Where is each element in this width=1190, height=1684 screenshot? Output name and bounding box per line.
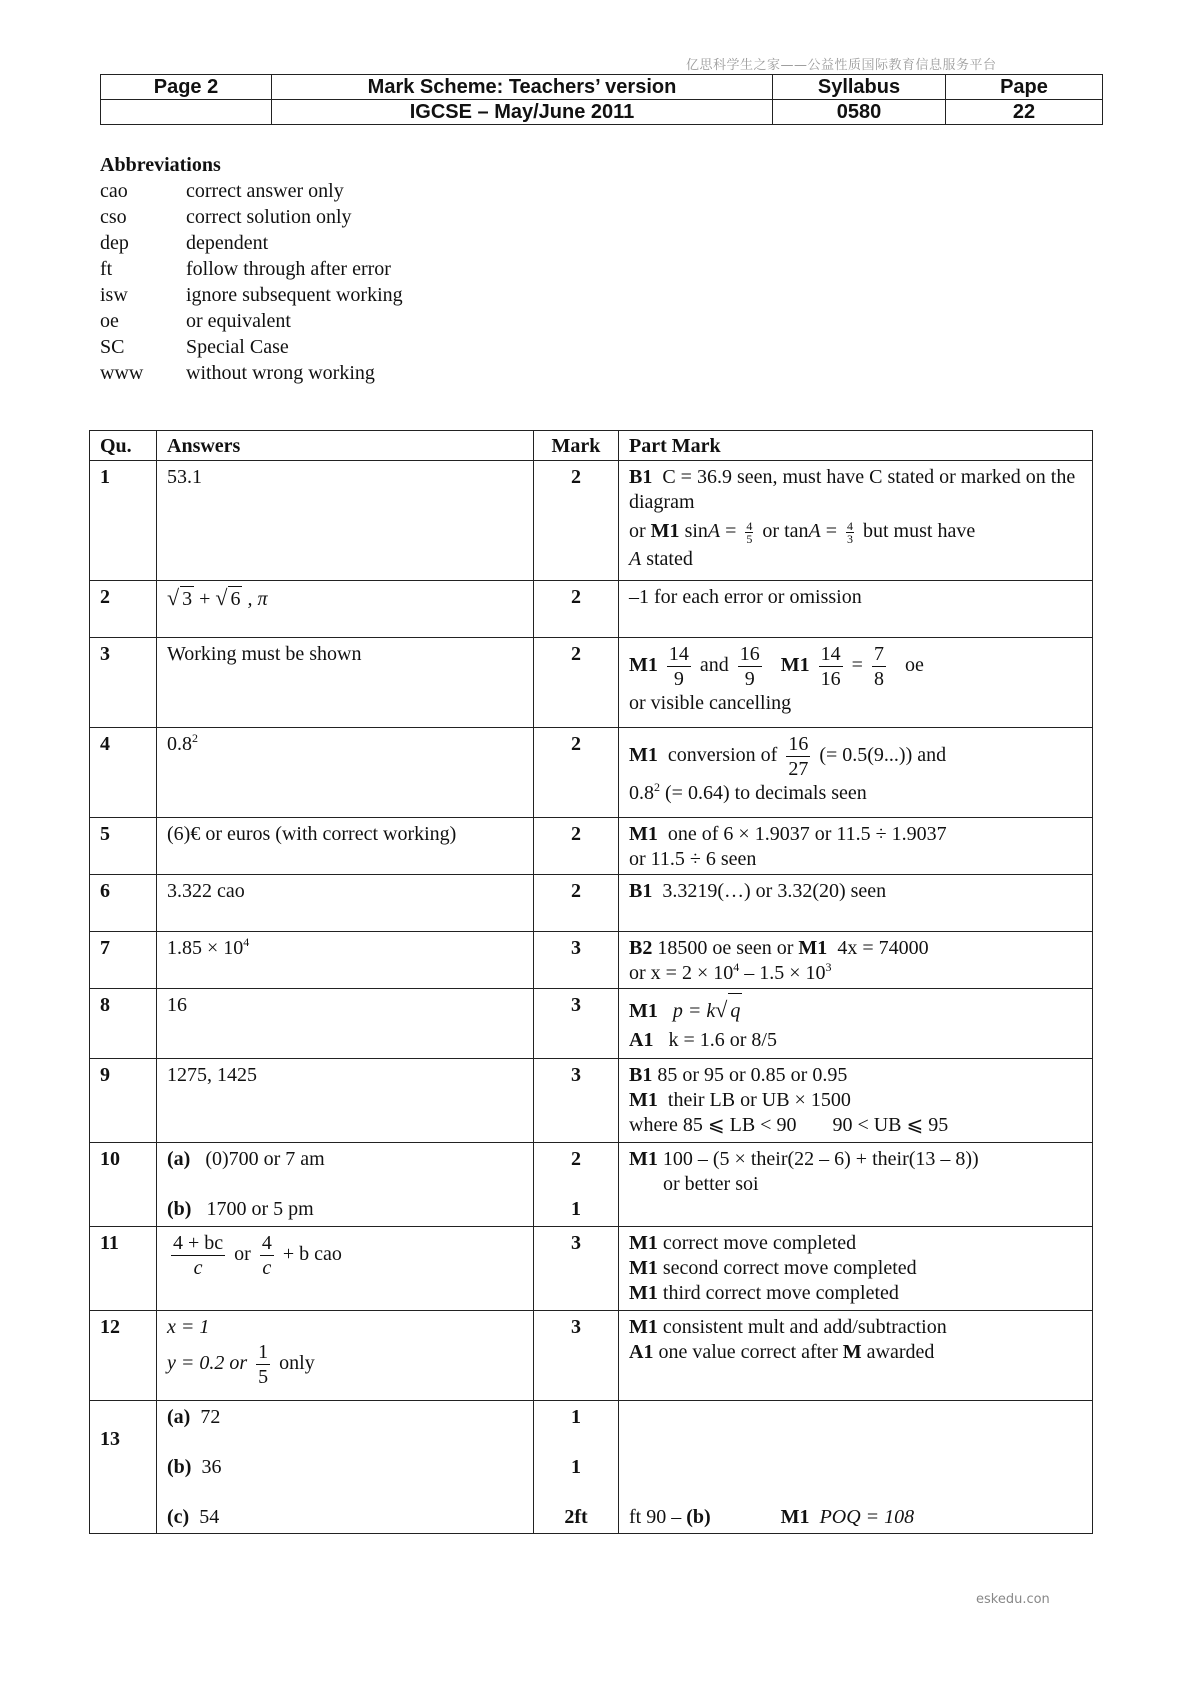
mark-code: M1	[629, 1282, 658, 1304]
denominator: c	[262, 1257, 272, 1279]
part-mark-text: 85 or 95 or 0.85 or 0.95	[657, 1064, 848, 1086]
mark	[534, 1143, 619, 1227]
mark-code: M1	[629, 654, 658, 677]
abbr-item	[100, 334, 403, 360]
mark	[534, 1401, 619, 1534]
denominator: 8	[873, 668, 884, 690]
fraction	[872, 642, 886, 691]
part-mark	[619, 1059, 1093, 1143]
answer	[157, 581, 534, 638]
part-mark-text: =	[851, 654, 863, 677]
header-title: Mark Scheme: Teachers’ version	[272, 75, 773, 100]
mark-code: A1	[629, 1341, 654, 1363]
abbr-value: or equivalent	[186, 310, 291, 332]
abbr-item	[100, 178, 403, 204]
answer-text: x = 1	[167, 1316, 210, 1338]
part-mark-text: stated	[646, 548, 693, 570]
fraction	[171, 1231, 225, 1280]
mark: 3	[534, 1227, 619, 1311]
numerator: 16	[788, 733, 809, 755]
abbr-key: oe	[100, 310, 119, 332]
question-number: 5	[90, 818, 157, 875]
mark-code: M1	[780, 1506, 810, 1528]
part-mark	[619, 1401, 1093, 1534]
denominator: 16	[820, 668, 841, 690]
watermark-bottom: eskedu.con	[976, 1592, 1050, 1607]
part-mark-text: sin	[684, 520, 708, 542]
mark-value: 1	[571, 1456, 581, 1478]
part-mark-text: A	[707, 520, 721, 542]
part-label: (b)	[167, 1456, 192, 1478]
radicand: q	[728, 993, 742, 1028]
abbr-key: isw	[100, 284, 128, 306]
sqrt-symbol: √	[215, 585, 228, 610]
sqrt-symbol: √	[167, 585, 180, 610]
mark-code: M	[842, 1341, 862, 1363]
fraction	[786, 732, 810, 781]
mark-code: M1	[629, 1232, 658, 1254]
part-mark	[619, 932, 1093, 989]
denominator: 27	[788, 758, 809, 780]
answer-text: or	[234, 1243, 251, 1266]
mark-value: 2	[571, 1148, 581, 1170]
part-mark-text: correct move completed	[662, 1232, 857, 1254]
superscript: 4	[243, 935, 250, 949]
abbr-key: www	[100, 362, 144, 384]
numerator: 14	[668, 643, 689, 665]
answer	[157, 932, 534, 989]
part-mark-text: or	[629, 520, 646, 542]
mark: 2	[534, 875, 619, 932]
header-syllabus-code: 0580	[773, 100, 946, 125]
answer: 53.1	[157, 461, 534, 581]
part-mark-text: 4x = 74000	[837, 937, 929, 959]
answer	[157, 1227, 534, 1311]
part-label: (a)	[167, 1148, 191, 1170]
part-mark-text: oe	[904, 654, 924, 677]
sqrt-symbol: √	[715, 997, 728, 1022]
denominator: 3	[847, 531, 853, 546]
fraction	[256, 1340, 270, 1389]
header-page: Page 2	[101, 75, 272, 100]
part-mark-text: A	[629, 548, 642, 570]
superscript: 2	[192, 731, 198, 745]
part-mark	[619, 728, 1093, 818]
part-mark-text: (= 0.5(9...)) and	[819, 744, 947, 767]
question-number: 8	[90, 989, 157, 1059]
abbreviations-title: Abbreviations	[100, 154, 221, 176]
abbr-value: ignore subsequent working	[186, 284, 403, 306]
part-mark-text: but must have	[863, 520, 976, 542]
abbr-value: Special Case	[186, 336, 289, 358]
question-number: 3	[90, 638, 157, 728]
part-mark-text: or 11.5 ÷ 6 seen	[629, 848, 757, 870]
answer: 16	[157, 989, 534, 1059]
answer-text: , π	[247, 588, 268, 610]
abbr-value: correct answer only	[186, 180, 344, 202]
abbr-key: dep	[100, 232, 129, 254]
header-empty	[101, 100, 272, 125]
part-mark-text: 0.8	[629, 782, 654, 804]
header-row-2	[101, 100, 1103, 125]
part-mark-text: one of 6 × 1.9037 or 11.5 ÷ 1.9037	[667, 823, 947, 845]
numerator: 16	[739, 643, 760, 665]
question-number: 12	[90, 1311, 157, 1401]
table-row	[90, 932, 1093, 989]
abbr-key: ft	[100, 258, 113, 280]
part-mark-text: 18500 oe seen or	[657, 937, 794, 959]
answer-text: 1.85 × 10	[167, 937, 244, 959]
question-number: 13	[90, 1401, 157, 1534]
part-mark-text: ft 90 –	[629, 1506, 682, 1528]
part-mark	[619, 875, 1093, 932]
numerator: 4	[847, 518, 853, 533]
mark: 3	[534, 989, 619, 1059]
mark-code: B1	[629, 880, 653, 902]
answer-text: 0.8	[167, 733, 192, 755]
part-mark-text: 3.3219(…) or 3.32(20) seen	[662, 880, 887, 902]
denominator: 5	[258, 1366, 269, 1388]
denominator: 5	[746, 531, 753, 546]
mark-code: M1	[650, 520, 680, 542]
mark-code: B2	[629, 937, 653, 959]
answer: 3.322 cao	[157, 875, 534, 932]
denominator: c	[193, 1257, 203, 1279]
mark-code: M1	[629, 823, 658, 845]
part-mark: –1 for each error or omission	[619, 581, 1093, 638]
mark-value: 1	[571, 1406, 581, 1428]
mark: 2	[534, 638, 619, 728]
answer	[157, 1401, 534, 1534]
answer: Working must be shown	[157, 638, 534, 728]
numerator: 14	[820, 643, 841, 665]
mark: 2	[534, 818, 619, 875]
col-header-mark: Mark	[534, 431, 619, 461]
part-label: (a)	[167, 1406, 191, 1428]
question-number: 11	[90, 1227, 157, 1311]
answer	[157, 1143, 534, 1227]
table-row	[90, 1311, 1093, 1401]
table-row	[90, 1059, 1093, 1143]
part-mark-text: – 1.5 × 10	[744, 962, 826, 984]
answer-text: only	[279, 1352, 315, 1375]
mark-value: 2ft	[564, 1506, 588, 1528]
mark-code: M1	[780, 654, 810, 677]
abbr-item	[100, 360, 403, 386]
part-mark	[619, 1143, 1093, 1227]
superscript: 2	[654, 780, 660, 794]
part-label: (b)	[686, 1506, 711, 1528]
table-row	[90, 461, 1093, 581]
numerator: 4	[261, 1232, 272, 1254]
mark: 2	[534, 581, 619, 638]
abbr-item	[100, 308, 403, 334]
numerator: 7	[873, 643, 884, 665]
mark: 2	[534, 461, 619, 581]
mark: 3	[534, 1311, 619, 1401]
answer-text: y = 0.2 or	[167, 1352, 248, 1375]
col-header-part-mark: Part Mark	[619, 431, 1093, 461]
part-mark-text: k = 1.6 or 8/5	[668, 1029, 777, 1051]
part-label: (b)	[167, 1198, 192, 1220]
abbr-item	[100, 282, 403, 308]
numerator: 4	[746, 518, 753, 533]
part-mark	[619, 989, 1093, 1059]
answer	[157, 1311, 534, 1401]
table-row	[90, 875, 1093, 932]
mark-code: B1	[629, 1064, 653, 1086]
mark-code: M1	[629, 1316, 658, 1338]
abbr-item	[100, 256, 403, 282]
answer-text: 54	[199, 1506, 220, 1528]
mark: 2	[534, 728, 619, 818]
abbr-value: follow through after error	[186, 258, 391, 280]
part-label: (c)	[167, 1506, 190, 1528]
answer: (6)€ or euros (with correct working)	[157, 818, 534, 875]
table-row	[90, 1227, 1093, 1311]
header-syllabus-label: Syllabus	[773, 75, 946, 100]
part-mark-text: C = 36.9 seen, must have C stated or marked on the diagram	[629, 466, 1076, 513]
part-mark-text: where 85 ⩽ LB < 90	[629, 1114, 797, 1136]
part-mark-text: 90 < UB ⩽ 95	[832, 1114, 949, 1136]
answer: 1275, 1425	[157, 1059, 534, 1143]
mark-code: B1	[629, 466, 653, 488]
part-mark-text: and	[699, 654, 729, 677]
table-row	[90, 638, 1093, 728]
part-mark-text: A	[808, 520, 821, 542]
abbr-item	[100, 230, 403, 256]
abbr-value: correct solution only	[186, 206, 352, 228]
header-exam: IGCSE – May/June 2011	[272, 100, 773, 125]
part-mark-text: p = k	[672, 1000, 716, 1022]
fraction	[260, 1231, 274, 1280]
header-paper-number: 22	[946, 100, 1103, 125]
answer-text: + b cao	[282, 1243, 342, 1266]
mark-scheme-table	[89, 430, 1093, 1534]
part-mark-text: (= 0.64) to decimals seen	[665, 782, 867, 804]
part-mark	[619, 461, 1093, 581]
part-mark-text: =	[725, 520, 737, 542]
question-number: 4	[90, 728, 157, 818]
fraction	[667, 642, 691, 691]
numerator: 1	[258, 1341, 269, 1363]
part-mark-text: their LB or UB × 1500	[667, 1089, 851, 1111]
part-mark-text: or x = 2 × 10	[629, 962, 734, 984]
superscript: 3	[825, 960, 832, 974]
table-row	[90, 581, 1093, 638]
mark: 3	[534, 932, 619, 989]
question-number: 2	[90, 581, 157, 638]
part-mark-text: conversion of	[667, 744, 778, 767]
table-row	[90, 728, 1093, 818]
denominator: 9	[744, 668, 755, 690]
denominator: 9	[673, 668, 684, 690]
fraction	[819, 642, 843, 691]
question-number: 10	[90, 1143, 157, 1227]
fraction	[738, 642, 762, 691]
abbr-key: cao	[100, 180, 128, 202]
part-mark	[619, 1311, 1093, 1401]
question-number: 7	[90, 932, 157, 989]
col-header-qu: Qu.	[90, 431, 157, 461]
part-mark	[619, 638, 1093, 728]
part-mark-text: consistent mult and add/subtraction	[662, 1316, 947, 1338]
mark-code: A1	[629, 1029, 654, 1051]
part-mark-text: POQ = 108	[819, 1506, 915, 1528]
answer-text: (0)700 or 7 am	[205, 1148, 325, 1170]
part-mark-text: or tan	[762, 520, 809, 542]
part-mark	[619, 1227, 1093, 1311]
fraction	[846, 520, 854, 545]
header-paper-label: Pape	[946, 75, 1103, 100]
header-row-1	[101, 75, 1103, 100]
table-row	[90, 989, 1093, 1059]
table-row	[90, 1143, 1093, 1227]
answer	[157, 728, 534, 818]
question-number: 9	[90, 1059, 157, 1143]
mark: 3	[534, 1059, 619, 1143]
mark-code: M1	[629, 1089, 658, 1111]
mark-code: M1	[798, 937, 828, 959]
abbr-value: without wrong working	[186, 362, 375, 384]
col-header-answers: Answers	[157, 431, 534, 461]
table-row	[90, 1401, 1093, 1534]
answer-text: 72	[200, 1406, 221, 1428]
part-mark-text: or better soi	[663, 1173, 759, 1195]
abbreviations-section	[100, 152, 403, 386]
fraction	[745, 520, 753, 545]
table-row	[90, 818, 1093, 875]
abbr-key: SC	[100, 336, 125, 358]
answer-text: +	[199, 588, 211, 610]
mark-code: M1	[629, 1257, 658, 1279]
part-mark	[619, 818, 1093, 875]
abbr-key: cso	[100, 206, 127, 228]
abbr-item	[100, 204, 403, 230]
radicand: 6	[230, 588, 241, 610]
part-mark-text: 100 – (5 × their(22 – 6) + their(13 – 8))	[662, 1148, 979, 1170]
part-mark-text: second correct move completed	[662, 1257, 917, 1279]
watermark-top: 亿思科学生之家——公益性质国际教育信息服务平台	[686, 58, 997, 73]
mark-code: M1	[629, 1148, 658, 1170]
superscript: 4	[733, 960, 740, 974]
radicand: 3	[182, 588, 193, 610]
answer-text: 1700 or 5 pm	[206, 1198, 314, 1220]
table-header-row	[90, 431, 1093, 461]
part-mark-text: third correct move completed	[662, 1282, 899, 1304]
abbr-value: dependent	[186, 232, 269, 254]
part-mark-text: =	[825, 520, 837, 542]
mark-code: M1	[629, 1000, 658, 1022]
answer-text: 36	[201, 1456, 222, 1478]
part-mark-text: or visible cancelling	[629, 692, 792, 714]
page-header-table	[100, 74, 1103, 125]
part-mark-text: one value correct after	[658, 1341, 838, 1363]
mark-value: 1	[571, 1198, 581, 1220]
numerator: 4 + bc	[173, 1232, 224, 1254]
question-number: 1	[90, 461, 157, 581]
mark-code: M1	[629, 744, 658, 767]
question-number: 6	[90, 875, 157, 932]
part-mark-text: awarded	[866, 1341, 935, 1363]
